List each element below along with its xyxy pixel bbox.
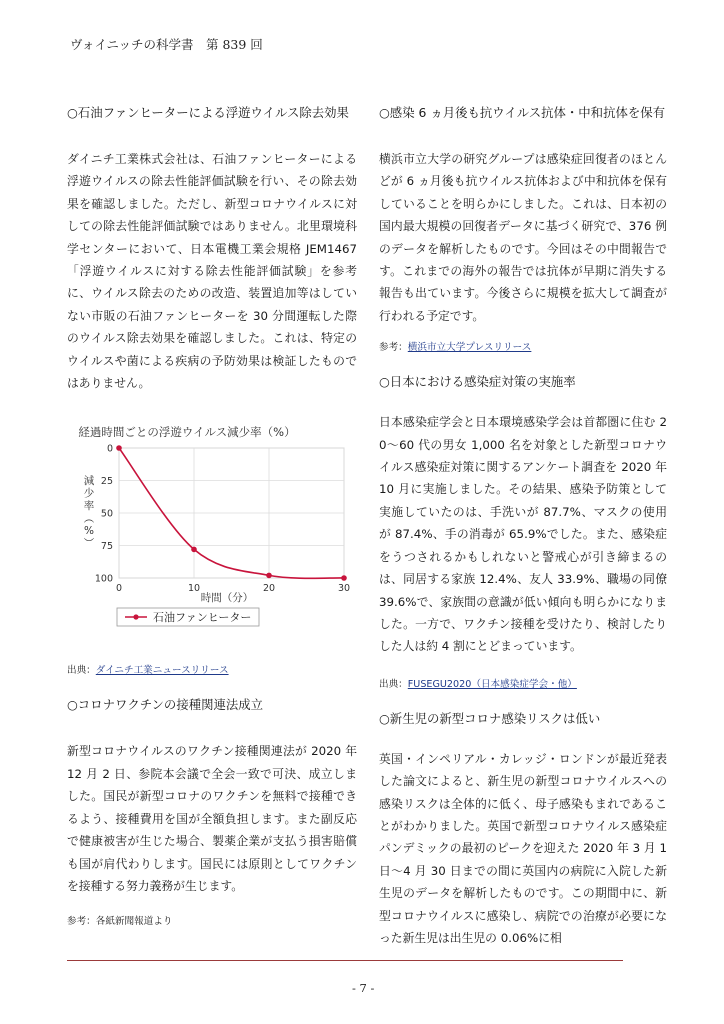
y-axis-label-char: ︶ — [83, 537, 95, 550]
y-axis-label-char: 少 — [83, 487, 95, 500]
section-body-infection-control: 日本感染症学会と日本環境感染学会は首都圏に住む 20～60 代の男女 1,000 名を対象とした新型コロナウイルス感染症対策に関するアンケート調査を 2020 年 10 月に実施しました。その結果、感染予防策として実施していたのは、手洗いが 87.7%、マスクの使用が 87.4%、手の消毒が 65.9%でした。また、感染症をうつされるかもしれないと警戒心が引き締まるのは、同居する家族 12.4%、友人 33.9%、職場の同僚 39.6%で、家族間の意識が低い傾向も明らかになりました。一方で、ワクチン接種を受けたり、検討したりした人は約 4 割にとどまっています。 — [379, 415, 667, 654]
y-axis-label — [84, 474, 95, 550]
x-tick-label: 20 — [262, 583, 276, 595]
y-tick-label: 0 — [106, 443, 113, 455]
source-infection-control — [379, 678, 667, 692]
source-fan-heater — [67, 664, 357, 678]
reference-link-yokohama[interactable]: 横浜市立大学プレスリリース — [407, 342, 532, 354]
legend-label: 石油ファンヒーター — [153, 611, 252, 625]
x-axis-label: 時間（分） — [200, 592, 254, 605]
x-tick-label: 0 — [115, 583, 123, 595]
y-axis-label-char: 率 — [83, 500, 95, 513]
section-body-fan-heater: ダイニチ工業株式会社は、石油ファンヒーターによる浮遊ウイルスの除去性能評価試験を行い、その除去効果を確認しました。ただし、新型コロナウイルスに対しての除去性能評価試験ではありません。北里環境科学センターにおいて、日本電機工業会規格 JEM1467「浮遊ウイルスに対する除去性能評価試験」を参考に、ウイルス除去のための改造、装置追加等はしていない市販の石油ファンヒーターを 30 分間運転した際のウイルス除去効果を確認しました。これは、特定のウイルスや菌による疾病の予防効果は検証したものではありません。 — [67, 152, 357, 391]
source-label: 出典： — [67, 665, 96, 677]
reference-label: 参考： — [379, 342, 408, 354]
y-axis-label-char: 減 — [83, 475, 95, 488]
data-point — [191, 547, 197, 553]
section-heading-newborn: ○新生児の新型コロナ感染リスクは低い — [379, 710, 601, 726]
chart-legend — [117, 608, 259, 626]
source-link-dainichi[interactable]: ダイニチ工業ニュースリリース — [95, 665, 229, 677]
data-point — [341, 576, 347, 582]
section-body-antibody: 横浜市立大学の研究グループは感染症回復者のほとんどが 6 ヵ月後も抗ウイルス抗体および中和抗体を保有していることを明らかにしました。これは、日本初の国内最大規模の回復者データに基づく研究で、376 例のデータを解析したものです。今回はその中間報告です。これまでの海外の報告では抗体が早期に消失する報告も出ています。今後さらに規模を拡大して調査が行われる予定です。 — [379, 152, 667, 323]
data-point — [266, 573, 272, 579]
section-heading-infection-control: ○日本における感染症対策の実施率 — [379, 374, 576, 390]
source-link-fusegu[interactable]: FUSEGU2020（日本感染症学会・他） — [407, 678, 577, 690]
section-body-newborn: 英国・インペリアル・カレッジ・ロンドンが最近発表した論文によると、新生児の新型コロナウイルスへの感染リスクは全体的に低く、母子感染もまれであることがわかりました。英国で新型コロナウイルス感染症パンデミックの最初のピークを迎えた 2020 年 3 月 1 日～4 月 30 日までの間に英国内の病院に入院した新生児のデータを解析したものです。この期間中に、新型コロナウイルスに感染し、病院での治療が必要になった新生児は出生児の 0.06%に相 — [379, 751, 667, 945]
x-tick-label: 10 — [187, 583, 201, 595]
right-column — [379, 104, 667, 949]
reference-vaccine-law: 参考：各紙新聞報道より — [67, 916, 173, 928]
footer-divider — [67, 960, 623, 961]
y-tick-label: 100 — [94, 573, 113, 585]
y-tick-label: 75 — [100, 541, 113, 553]
section-body-vaccine-law: 新型コロナウイルスのワクチン接種関連法が 2020 年 12 月 2 日、参院本会議で全会一致で可決、成立しました。国民が新型コロナのワクチンを無料で接種できるよう、接種費用を国が全額負担します。また副反応で健康被害が生じた場合、製薬企業が支払う損害賠償も国が肩代わりします。国民には原則としてワクチンを接種する努力義務が生じます。 — [67, 744, 357, 893]
x-tick-label: 30 — [337, 583, 351, 595]
chart-svg — [67, 416, 357, 656]
y-axis-label-char: ︵ — [83, 512, 95, 525]
page-number: - 7 - — [352, 981, 375, 995]
y-tick-label: 50 — [100, 508, 113, 520]
y-tick-label: 25 — [100, 476, 113, 488]
section-heading-fan-heater: ○石油ファンヒーターによる浮遊ウイルス除去効果 — [67, 105, 349, 120]
section-heading-antibody: ○感染 6 ヵ月後も抗ウイルス抗体・中和抗体を保有 — [379, 105, 666, 120]
left-column — [67, 104, 357, 929]
page-header: ヴォイニッチの科学書 第 839 回 — [70, 37, 263, 52]
data-point — [116, 446, 122, 452]
virus-reduction-chart — [67, 416, 357, 656]
legend-swatch-marker — [133, 615, 138, 620]
reference-antibody — [379, 341, 667, 355]
source-label: 出典： — [379, 678, 408, 690]
chart-title: 経過時間ごとの浮遊ウイルス減少率（%） — [78, 425, 296, 440]
y-axis-label-char: % — [84, 525, 94, 538]
section-heading-vaccine-law: ○コロナワクチンの接種関連法成立 — [67, 697, 264, 713]
